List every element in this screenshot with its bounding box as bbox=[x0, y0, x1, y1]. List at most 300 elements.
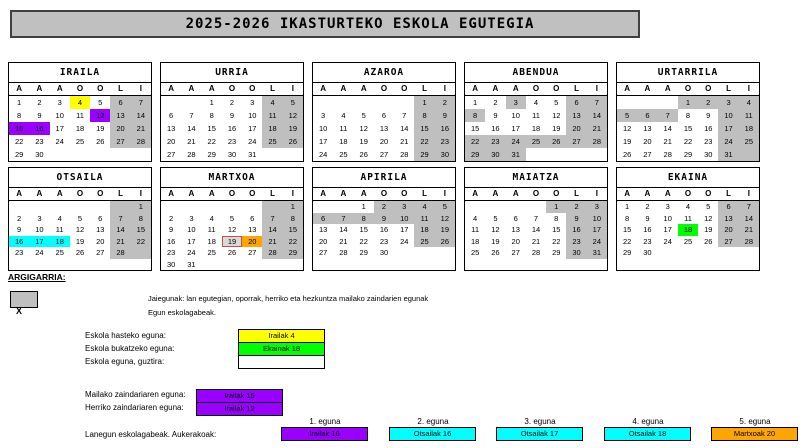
day-cell bbox=[566, 148, 586, 161]
week-row bbox=[617, 122, 759, 135]
day-cell: 22 bbox=[131, 236, 151, 248]
day-cell: 14 bbox=[187, 124, 196, 133]
day-cell: 20 bbox=[566, 122, 586, 135]
day-cell: 19 bbox=[622, 137, 632, 146]
day-cell: 20 bbox=[511, 236, 520, 246]
day-cell: 8 bbox=[283, 213, 303, 225]
day-cell: 8 bbox=[465, 109, 485, 122]
day-cell: 7 bbox=[333, 213, 353, 225]
day-cell: 5 bbox=[706, 202, 711, 211]
day-cell bbox=[313, 96, 333, 109]
day-cell bbox=[566, 259, 586, 271]
month-title: MAIATZA bbox=[465, 168, 607, 188]
day-cell: 6 bbox=[313, 213, 333, 225]
weekday-header: O bbox=[553, 189, 560, 198]
day-cell: 27 bbox=[379, 150, 389, 159]
month-title: IRAILA bbox=[9, 63, 151, 83]
day-cell: 30 bbox=[166, 259, 176, 269]
weekday-header: A bbox=[624, 84, 631, 93]
day-cell bbox=[29, 201, 49, 213]
week-row bbox=[313, 247, 455, 259]
weekday-header: A bbox=[512, 84, 519, 93]
day-cell: 3 bbox=[57, 98, 62, 107]
day-cell: 21 bbox=[739, 224, 759, 236]
month-iraila bbox=[8, 62, 152, 162]
day-cell bbox=[718, 259, 738, 271]
weekday-header-row bbox=[9, 83, 151, 96]
day-cell bbox=[658, 259, 678, 271]
day-cell: 23 bbox=[435, 135, 455, 148]
day-cell: 1 bbox=[546, 201, 566, 213]
day-cell: 13 bbox=[110, 109, 130, 122]
day-cell bbox=[70, 201, 90, 213]
week-row bbox=[465, 201, 607, 213]
day-cell bbox=[70, 148, 90, 161]
week-row bbox=[617, 135, 759, 148]
day-cell: 7 bbox=[533, 213, 539, 223]
day-cell bbox=[698, 247, 718, 259]
month-otsaila bbox=[8, 167, 152, 271]
day-cell: 16 bbox=[9, 236, 29, 248]
weekday-header: A bbox=[360, 84, 367, 93]
month-title: URTARRILA bbox=[617, 63, 759, 83]
week-row bbox=[465, 236, 607, 248]
day-cell: 5 bbox=[617, 109, 637, 122]
week-row bbox=[617, 109, 759, 122]
day-cell: 19 bbox=[96, 124, 105, 133]
day-cell: 6 bbox=[381, 111, 387, 120]
day-cell: 3 bbox=[587, 201, 607, 213]
week-row bbox=[161, 201, 303, 213]
day-cell bbox=[617, 96, 637, 109]
week-row bbox=[161, 247, 303, 259]
day-cell: 27 bbox=[511, 248, 520, 257]
patron-value-box: Irailak 15 bbox=[196, 389, 283, 403]
holiday-legend-text: Jaiegunak: lan egutegian, oporrak, herriko eta hezkuntza mailako zaindarien egunak bbox=[148, 294, 429, 303]
day-cell: 1 bbox=[473, 98, 478, 107]
weekday-header: L bbox=[270, 84, 275, 93]
day-cell: 29 bbox=[465, 148, 485, 161]
month-title: AZAROA bbox=[313, 63, 455, 83]
week-row bbox=[161, 122, 303, 135]
week-row bbox=[617, 236, 759, 248]
weekday-header-row bbox=[465, 83, 607, 96]
day-cell: 18 bbox=[678, 224, 698, 236]
day-cell: 29 bbox=[683, 150, 693, 159]
day-cell: 19 bbox=[75, 236, 85, 246]
day-cell: 10 bbox=[394, 213, 414, 225]
optional-day-box: Irailak 16 bbox=[281, 427, 368, 441]
day-cell: 14 bbox=[131, 109, 151, 122]
day-cell bbox=[161, 201, 181, 213]
day-cell bbox=[333, 96, 353, 109]
week-row bbox=[161, 96, 303, 109]
weekday-header: L bbox=[422, 189, 427, 198]
weekday-header: A bbox=[360, 189, 367, 198]
day-cell: 7 bbox=[262, 213, 282, 225]
weekday-header: O bbox=[249, 84, 256, 93]
weekday-header: O bbox=[401, 84, 408, 93]
weekday-header: O bbox=[684, 84, 692, 93]
day-cell bbox=[29, 259, 49, 271]
weekday-header: A bbox=[472, 189, 479, 198]
day-cell: 6 bbox=[513, 213, 518, 223]
day-cell: 15 bbox=[283, 224, 303, 236]
day-cell bbox=[617, 259, 637, 271]
day-cell: 17 bbox=[29, 236, 49, 248]
day-cell: 19 bbox=[222, 236, 242, 248]
day-cell: 16 bbox=[643, 225, 652, 234]
day-cell: 5 bbox=[554, 98, 559, 107]
day-cell: 13 bbox=[566, 109, 586, 122]
day-cell: 2 bbox=[17, 213, 22, 223]
day-cell: 21 bbox=[400, 137, 409, 146]
day-cell: 7 bbox=[402, 111, 407, 120]
week-row bbox=[161, 135, 303, 148]
day-cell: 20 bbox=[643, 137, 652, 146]
day-cell: 31 bbox=[718, 148, 738, 161]
months-row-top bbox=[8, 62, 760, 162]
day-cell: 14 bbox=[587, 109, 607, 122]
day-cell: 3 bbox=[37, 213, 42, 223]
day-cell bbox=[374, 96, 394, 109]
day-cell: 2 bbox=[698, 96, 718, 109]
day-cell bbox=[678, 259, 698, 271]
day-cell bbox=[110, 148, 130, 161]
day-cell: 11 bbox=[739, 109, 759, 122]
day-cell: 25 bbox=[55, 248, 64, 257]
day-cell bbox=[414, 259, 434, 271]
weekday-header: O bbox=[532, 189, 540, 198]
day-cell: 27 bbox=[96, 248, 105, 257]
day-cell bbox=[313, 201, 333, 213]
day-cell: 21 bbox=[110, 236, 130, 248]
day-cell: 11 bbox=[532, 111, 540, 120]
day-cell: 30 bbox=[643, 248, 652, 257]
day-cell: 9 bbox=[169, 225, 174, 234]
day-cell: 24 bbox=[400, 236, 409, 246]
weekday-header: A bbox=[472, 84, 479, 93]
week-row bbox=[313, 135, 455, 148]
day-cell: 14 bbox=[339, 225, 348, 234]
day-cell bbox=[262, 201, 282, 213]
day-cell: 8 bbox=[209, 111, 214, 120]
optional-day-box: Otsailak 16 bbox=[389, 427, 476, 441]
day-cell: 14 bbox=[663, 124, 672, 133]
day-cell: 7 bbox=[189, 111, 194, 120]
weekday-header-row bbox=[9, 188, 151, 201]
day-cell: 25 bbox=[739, 135, 759, 148]
day-cell bbox=[9, 259, 29, 271]
week-row bbox=[161, 148, 303, 161]
day-cell: 11 bbox=[684, 213, 692, 223]
week-row bbox=[465, 213, 607, 225]
day-cell: 19 bbox=[552, 124, 561, 133]
weekday-header-row bbox=[617, 188, 759, 201]
day-cell: 17 bbox=[400, 225, 409, 234]
day-cell: 26 bbox=[704, 236, 713, 246]
week-row bbox=[313, 122, 455, 135]
weekday-header: A bbox=[56, 84, 63, 93]
day-cell: 21 bbox=[663, 137, 672, 146]
day-cell bbox=[131, 148, 151, 161]
day-cell: 29 bbox=[552, 248, 561, 257]
day-cell: 14 bbox=[110, 224, 130, 236]
day-cell: 11 bbox=[471, 225, 480, 234]
day-cell: 27 bbox=[643, 150, 652, 159]
optional-day-label: 5. eguna bbox=[739, 417, 771, 426]
day-cell: 25 bbox=[207, 248, 216, 257]
week-row bbox=[313, 148, 455, 161]
weekday-header: I bbox=[139, 189, 142, 198]
weekday-header: A bbox=[340, 189, 347, 198]
weekday-header: O bbox=[401, 189, 408, 198]
day-cell: 15 bbox=[414, 122, 434, 135]
day-cell: 26 bbox=[75, 248, 85, 257]
day-cell: 8 bbox=[414, 109, 434, 122]
weekday-header: A bbox=[340, 84, 347, 93]
week-row bbox=[161, 236, 303, 248]
optional-day-label: 2. eguna bbox=[417, 417, 449, 426]
week-row bbox=[465, 148, 607, 161]
day-cell bbox=[202, 259, 222, 271]
day-cell: 23 bbox=[566, 236, 586, 248]
day-cell: 13 bbox=[379, 124, 389, 133]
weekday-header: O bbox=[228, 84, 236, 93]
day-cell bbox=[262, 259, 282, 271]
day-cell bbox=[222, 201, 242, 213]
month-title: MARTXOA bbox=[161, 168, 303, 188]
month-title: OTSAILA bbox=[9, 168, 151, 188]
week-row bbox=[313, 236, 455, 248]
day-cell: 4 bbox=[70, 96, 90, 109]
weekday-header: A bbox=[188, 189, 195, 198]
day-cell: 10 bbox=[55, 111, 64, 120]
summary-label: Eskola hasteko eguna: bbox=[85, 331, 166, 340]
weekday-header: L bbox=[574, 189, 579, 198]
day-cell bbox=[718, 247, 738, 259]
day-cell: 27 bbox=[318, 248, 328, 257]
weekday-header-row bbox=[313, 83, 455, 96]
day-cell: 29 bbox=[283, 247, 303, 259]
day-cell: 30 bbox=[704, 150, 713, 159]
day-cell: 17 bbox=[248, 124, 257, 133]
week-row bbox=[465, 135, 607, 148]
day-cell bbox=[394, 259, 414, 271]
weekday-header: A bbox=[492, 189, 499, 198]
day-cell: 3 bbox=[189, 213, 194, 223]
day-cell: 1 bbox=[17, 98, 22, 107]
month-title: URRIA bbox=[161, 63, 303, 83]
weekday-header: I bbox=[139, 84, 142, 93]
day-cell: 8 bbox=[554, 213, 559, 223]
weekday-header: I bbox=[291, 189, 294, 198]
day-cell: 1 bbox=[131, 201, 151, 213]
day-cell: 13 bbox=[511, 225, 520, 234]
day-cell: 25 bbox=[526, 135, 546, 148]
day-cell: 15 bbox=[622, 225, 632, 234]
weekday-header: O bbox=[380, 189, 388, 198]
patron-label: Mailako zaindariaren eguna: bbox=[85, 390, 186, 399]
day-cell: 1 bbox=[414, 96, 434, 109]
day-cell: 16 bbox=[435, 122, 455, 135]
weekday-header: A bbox=[16, 84, 23, 93]
day-cell: 15 bbox=[359, 225, 368, 234]
day-cell: 7 bbox=[131, 96, 151, 109]
day-cell: 31 bbox=[248, 150, 257, 159]
day-cell: 6 bbox=[98, 213, 103, 223]
legend-heading: ARGIGARRIA: bbox=[8, 272, 66, 282]
month-urria bbox=[160, 62, 304, 162]
day-cell: 8 bbox=[354, 213, 374, 225]
day-cell: 28 bbox=[663, 150, 672, 159]
day-cell: 25 bbox=[262, 135, 282, 148]
day-cell bbox=[465, 259, 485, 271]
day-cell bbox=[506, 259, 526, 271]
week-row bbox=[161, 109, 303, 122]
day-cell: 24 bbox=[55, 137, 64, 146]
weekday-header: A bbox=[188, 84, 195, 93]
no-school-legend-text: Egun eskolagabeak. bbox=[148, 308, 216, 317]
day-cell bbox=[637, 259, 657, 271]
week-row bbox=[617, 96, 759, 109]
day-cell: 28 bbox=[400, 150, 409, 159]
day-cell bbox=[485, 259, 505, 271]
day-cell bbox=[131, 247, 151, 259]
day-cell: 28 bbox=[739, 236, 759, 248]
optional-day-label: 1. eguna bbox=[309, 417, 341, 426]
day-cell: 23 bbox=[166, 248, 176, 257]
day-cell: 21 bbox=[131, 122, 151, 135]
day-cell: 13 bbox=[166, 124, 176, 133]
day-cell: 18 bbox=[50, 236, 70, 248]
day-cell bbox=[394, 96, 414, 109]
day-cell: 5 bbox=[361, 111, 366, 120]
day-cell: 21 bbox=[187, 137, 196, 146]
day-cell: 5 bbox=[77, 213, 83, 223]
day-cell bbox=[242, 201, 262, 213]
day-cell bbox=[333, 259, 353, 271]
day-cell: 10 bbox=[248, 111, 257, 120]
weekday-header: A bbox=[168, 84, 175, 93]
week-row bbox=[465, 247, 607, 259]
day-cell: 20 bbox=[242, 236, 262, 248]
day-cell: 7 bbox=[110, 213, 130, 225]
day-cell: 1 bbox=[209, 98, 214, 107]
day-cell: 13 bbox=[96, 225, 105, 234]
day-cell: 17 bbox=[511, 124, 520, 133]
week-row bbox=[617, 201, 759, 213]
day-cell bbox=[414, 247, 434, 259]
day-cell: 12 bbox=[552, 111, 561, 120]
day-cell: 18 bbox=[531, 124, 541, 133]
weekday-header: L bbox=[726, 189, 731, 198]
day-cell: 2 bbox=[374, 201, 394, 213]
day-cell: 31 bbox=[187, 259, 196, 269]
weekday-header: L bbox=[118, 84, 123, 93]
day-cell: 26 bbox=[359, 150, 368, 159]
day-cell: 29 bbox=[207, 150, 216, 159]
day-cell: 19 bbox=[435, 224, 455, 236]
day-cell: 20 bbox=[379, 137, 389, 146]
day-cell: 30 bbox=[35, 150, 44, 159]
day-cell: 25 bbox=[75, 137, 85, 146]
day-cell: 30 bbox=[485, 148, 505, 161]
week-row bbox=[9, 224, 151, 236]
day-cell: 2 bbox=[37, 98, 42, 107]
day-cell bbox=[526, 259, 546, 271]
day-cell: 9 bbox=[229, 111, 235, 120]
day-cell: 22 bbox=[14, 137, 24, 146]
day-cell: 24 bbox=[248, 137, 257, 146]
day-cell: 8 bbox=[17, 111, 22, 120]
day-cell bbox=[587, 259, 607, 271]
day-cell: 18 bbox=[414, 224, 434, 236]
day-cell: 22 bbox=[552, 236, 561, 246]
week-row bbox=[9, 201, 151, 213]
day-cell: 3 bbox=[250, 98, 255, 107]
day-cell bbox=[333, 201, 353, 213]
day-cell: 9 bbox=[17, 225, 22, 234]
day-cell: 20 bbox=[718, 224, 738, 236]
week-row bbox=[465, 259, 607, 271]
day-cell bbox=[435, 247, 455, 259]
week-row bbox=[465, 96, 607, 109]
x-symbol: X bbox=[16, 306, 23, 316]
patron-value-box: Irailak 12 bbox=[196, 402, 283, 416]
day-cell bbox=[90, 201, 110, 213]
optional-day-box: Otsailak 18 bbox=[604, 427, 691, 441]
day-cell: 15 bbox=[131, 224, 151, 236]
day-cell: 19 bbox=[704, 225, 713, 234]
month-title: ABENDUA bbox=[465, 63, 607, 83]
day-cell: 6 bbox=[169, 111, 174, 120]
day-cell: 5 bbox=[229, 213, 235, 223]
patron-label: Herriko zaindariaren eguna: bbox=[85, 403, 184, 412]
summary-label: Eskola bukatzeko eguna: bbox=[85, 344, 175, 353]
day-cell: 8 bbox=[625, 213, 630, 223]
weekday-header-row bbox=[161, 188, 303, 201]
weekday-header: A bbox=[208, 84, 215, 93]
day-cell: 4 bbox=[209, 213, 214, 223]
day-cell: 6 bbox=[110, 96, 130, 109]
week-row bbox=[161, 213, 303, 225]
day-cell: 2 bbox=[229, 98, 235, 107]
day-cell: 11 bbox=[55, 225, 64, 234]
day-cell bbox=[90, 259, 110, 271]
day-cell: 29 bbox=[14, 150, 24, 159]
weekday-header: A bbox=[208, 189, 215, 198]
day-cell: 3 bbox=[665, 202, 670, 211]
weekday-header: L bbox=[422, 84, 427, 93]
day-cell bbox=[181, 96, 201, 109]
day-cell: 2 bbox=[435, 96, 455, 109]
day-cell: 28 bbox=[587, 135, 607, 148]
day-cell: 1 bbox=[283, 201, 303, 213]
day-cell bbox=[485, 201, 505, 213]
day-cell: 5 bbox=[493, 213, 498, 223]
day-cell bbox=[110, 259, 130, 271]
day-cell bbox=[739, 247, 759, 259]
day-cell: 3 bbox=[321, 111, 326, 120]
day-cell: 5 bbox=[435, 201, 455, 213]
day-cell: 11 bbox=[339, 124, 348, 133]
day-cell bbox=[9, 201, 29, 213]
month-martxoa bbox=[160, 167, 304, 271]
day-cell: 24 bbox=[187, 248, 196, 257]
day-cell: 10 bbox=[663, 213, 672, 223]
day-cell: 30 bbox=[566, 247, 586, 259]
